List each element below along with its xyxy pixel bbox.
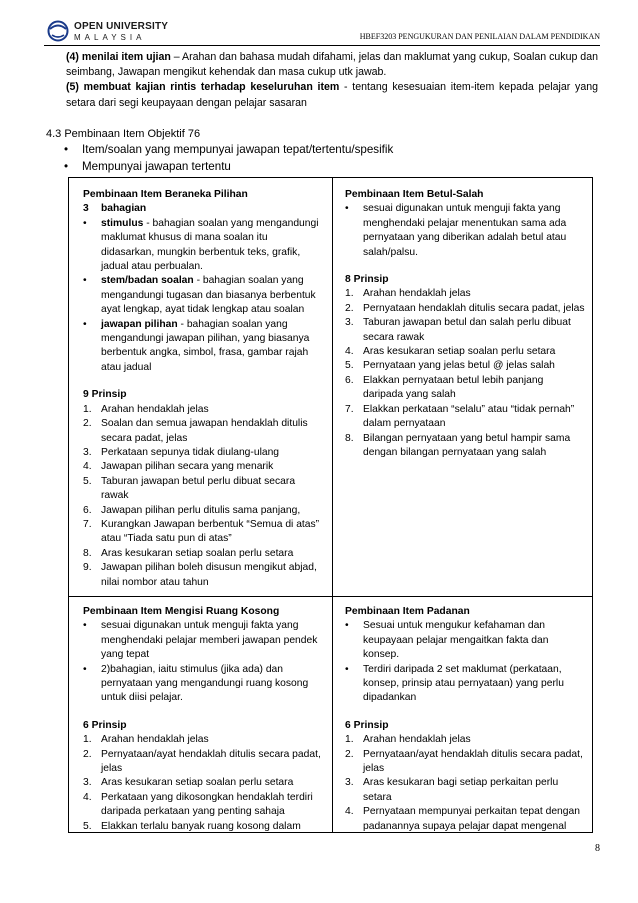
- cell-heading: Pembinaan Item Padanan: [345, 606, 470, 617]
- prinsip-item: [83, 504, 323, 518]
- logo-line2: MALAYSIA: [74, 33, 146, 42]
- prinsip-list: [83, 733, 323, 834]
- prinsip-text: Arahan hendaklah jelas: [363, 734, 471, 746]
- bullet-icon: •: [64, 160, 69, 173]
- count-label: bahagian: [101, 203, 147, 215]
- item-number: 2.: [345, 748, 354, 760]
- prinsip-title: 8 Prinsip: [345, 274, 389, 286]
- item-number: 4.: [83, 791, 92, 803]
- bullet-text: Terdiri daripada 2 set maklumat (perkataan, konsep, prinsip atau pernyataan) yang perlu dipadankan: [363, 663, 564, 704]
- cell-heading: Pembinaan Item Betul-Salah: [345, 189, 484, 200]
- part-item: [83, 274, 323, 317]
- prinsip-text: Elakkan perkataan “selalu” atau “tidak pernah” dalam pernyataan: [363, 403, 575, 430]
- prinsip-text: Pernyataan/ayat hendaklah ditulis secara padat, jelas: [363, 748, 583, 775]
- prinsip-text: Aras kesukaran bagi setiap perkaitan perlu setara: [363, 777, 559, 803]
- intro-p1-text: – Arahan dan bahasa mudah difahami, jelas dan maklumat yang cukup, Soalan cukup dan seimbang, Jawapan mengikut kehendak dan masa cukup utk jawab.: [66, 51, 598, 79]
- bullet-icon: •: [83, 318, 87, 330]
- bullet-icon: •: [345, 620, 349, 632]
- prinsip-list: [83, 403, 323, 590]
- running-title: HBEF3203 PENGUKURAN DAN PENILAIAN DALAM PENDIDIKAN: [359, 32, 600, 41]
- prinsip-title: 6 Prinsip: [345, 719, 389, 731]
- prinsip-text: Elakkan pernyataan betul lebih panjang daripada yang salah: [363, 374, 544, 401]
- item-number: 1.: [83, 734, 92, 746]
- part-term: stimulus: [101, 217, 144, 229]
- item-number: 3.: [345, 777, 354, 789]
- prinsip-item: [83, 475, 323, 504]
- prinsip-text: Arahan hendaklah jelas: [101, 403, 209, 415]
- intro-block: [66, 50, 598, 111]
- prinsip-item: [83, 417, 323, 446]
- cell-heading: Pembinaan Item Mengisi Ruang Kosong: [83, 606, 280, 617]
- part-item: [83, 217, 323, 275]
- bullet-item: [83, 619, 323, 662]
- prinsip-list: [345, 733, 585, 834]
- item-number: 5.: [345, 360, 354, 372]
- count-line: [83, 202, 323, 216]
- cell-heading: Pembinaan Item Beraneka Pilihan: [83, 189, 248, 200]
- item-number: 1.: [83, 403, 92, 415]
- prinsip-title: 9 Prinsip: [83, 389, 127, 401]
- prinsip-text: Pernyataan/ayat hendaklah ditulis secara padat, jelas: [101, 748, 321, 775]
- item-number: 5.: [83, 475, 92, 487]
- bullet-text: Sesuai untuk mengukur kefahaman dan keupayaan pelajar mengaitkan fakta dan konsep.: [363, 620, 549, 661]
- prinsip-item: [83, 561, 323, 590]
- count-number: 3: [83, 203, 89, 215]
- item-number: 3.: [345, 317, 354, 329]
- cell-beraneka-pilihan: [83, 188, 323, 590]
- logo-emblem-icon: [46, 20, 70, 42]
- prinsip-text: Kurangkan Jawapan berbentuk “Semua di atas” atau “Tiada satu pun di atas”: [101, 518, 320, 545]
- prinsip-item: [345, 805, 585, 834]
- item-number: 4.: [345, 806, 354, 818]
- item-number: 2.: [345, 302, 354, 314]
- item-number: 4.: [345, 346, 354, 358]
- prinsip-text: Jawapan pilihan secara yang menarik: [101, 461, 274, 473]
- part-desc: - bahagian soalan yang mengandungi jawapan pilihan, yang biasanya berbentuk angka, simbol, frasa, gambar rajah atau jadual: [101, 318, 310, 373]
- intro-p1-bold: (4) menilai item ujian: [66, 51, 171, 63]
- item-number: 7.: [83, 518, 92, 530]
- bullet-text: Item/soalan yang mempunyai jawapan tepat/tertentu/spesifik: [82, 143, 394, 156]
- bullet-icon: •: [83, 217, 87, 229]
- item-number: 6.: [345, 374, 354, 386]
- bullet-list: [83, 619, 323, 705]
- section-title: 4.3 Pembinaan Item Objektif 76: [46, 128, 201, 140]
- prinsip-item: [345, 733, 585, 747]
- bullet-text: 2)bahagian, iaitu stimulus (jika ada) dan pernyataan yang mengandungi ruang kosong untuk diisi pelajar.: [101, 663, 309, 704]
- prinsip-item: [83, 518, 323, 547]
- part-term: stem/badan soalan: [101, 275, 194, 287]
- prinsip-item: [345, 748, 585, 777]
- section-bullet: [64, 160, 231, 173]
- prinsip-text: Bilangan pernyataan yang betul hampir sama dengan bilangan pernyataan yang salah: [363, 432, 571, 458]
- part-term: jawapan pilihan: [101, 318, 178, 330]
- item-number: 8.: [345, 432, 354, 444]
- prinsip-item: [83, 733, 323, 747]
- bullet-list: [345, 619, 585, 705]
- cell-ruang-kosong: [83, 605, 323, 834]
- prinsip-text: Perkataan yang dikosongkan hendaklah terdiri daripada perkataan yang penting sahaja: [101, 791, 313, 818]
- item-number: 2.: [83, 418, 92, 430]
- prinsip-item: [345, 776, 585, 805]
- prinsip-text: Aras kesukaran setiap soalan perlu setara: [363, 346, 556, 358]
- prinsip-item: [83, 460, 323, 474]
- prinsip-text: Elakkan terlalu banyak ruang kosong dalam: [101, 820, 301, 832]
- intro-p2-bold: (5) membuat kajian rintis terhadap keseluruhan item: [66, 81, 340, 94]
- bullet-item: [83, 663, 323, 706]
- prinsip-item: [345, 316, 585, 345]
- prinsip-item: [83, 403, 323, 417]
- part-desc: - bahagian soalan yang mengandungi maklumat khusus di mana soalan itu didasarkan, mungkin berbentuk teks, grafik, jadual atau perbualan.: [101, 217, 319, 273]
- bullet-item: [345, 663, 585, 706]
- item-number: 7.: [345, 403, 354, 415]
- bullet-item: [345, 202, 585, 260]
- bullet-icon: •: [345, 203, 349, 215]
- prinsip-text: Jawapan pilihan boleh disusun mengikut abjad, nilai nombor atau tahun: [101, 562, 317, 588]
- header-divider: [44, 45, 600, 46]
- cell-padanan: [345, 605, 585, 834]
- cell-betul-salah: [345, 188, 585, 460]
- prinsip-text: Arahan hendaklah jelas: [363, 288, 471, 300]
- bullet-icon: •: [83, 275, 87, 287]
- item-number: 9.: [83, 562, 92, 574]
- prinsip-text: Soalan dan semua jawapan hendaklah ditulis secara padat, jelas: [101, 418, 308, 444]
- item-number: 5.: [83, 820, 92, 832]
- bullet-item: [345, 619, 585, 662]
- item-types-table: [68, 177, 593, 833]
- prinsip-text: Aras kesukaran setiap soalan perlu setara: [101, 777, 294, 789]
- item-number: 1.: [345, 734, 354, 746]
- table-horizontal-divider: [69, 596, 592, 597]
- prinsip-item: [345, 345, 585, 359]
- part-item: [83, 318, 323, 376]
- prinsip-item: [345, 287, 585, 301]
- prinsip-item: [345, 403, 585, 432]
- prinsip-text: Taburan jawapan betul dan salah perlu dibuat secara rawak: [363, 317, 571, 343]
- prinsip-item: [345, 432, 585, 461]
- prinsip-item: [83, 776, 323, 790]
- logo-line1: OPEN UNIVERSITY: [74, 21, 169, 32]
- prinsip-item: [345, 302, 585, 316]
- item-number: 4.: [83, 461, 92, 473]
- prinsip-item: [345, 374, 585, 403]
- prinsip-text: Perkataan sepunya tidak diulang-ulang: [101, 446, 280, 458]
- item-number: 6.: [83, 504, 92, 516]
- page-number: 8: [595, 843, 600, 854]
- prinsip-text: Pernyataan mempunyai perkaitan tepat dengan padanannya supaya pelajar dapat mengenal: [363, 806, 580, 832]
- intro-p2-text: - tentang kesesuaian item-item kepada pelajar yang setara dari segi keupayaan dengan pelajar sasaran: [66, 81, 598, 109]
- bullet-text: sesuai digunakan untuk menguji fakta yang menghendaki pelajar memberi jawapan pendek yang tepat: [101, 620, 318, 661]
- bullet-list: [345, 202, 585, 260]
- prinsip-item: [83, 820, 323, 834]
- prinsip-text: Jawapan pilihan perlu ditulis sama panjang,: [101, 504, 301, 516]
- prinsip-item: [83, 791, 323, 820]
- bullet-icon: •: [345, 663, 349, 675]
- prinsip-item: [83, 446, 323, 460]
- item-number: 3.: [83, 446, 92, 458]
- bullet-text: Mempunyai jawapan tertentu: [82, 160, 231, 173]
- prinsip-title: 6 Prinsip: [83, 719, 127, 731]
- prinsip-text: Pernyataan yang jelas betul @ jelas salah: [363, 360, 555, 372]
- item-number: 2.: [83, 748, 92, 760]
- university-logo: [46, 18, 186, 46]
- prinsip-list: [345, 287, 585, 460]
- bullet-text: sesuai digunakan untuk menguji fakta yang menghendaki pelajar menentukan sama ada pernyataan yang diberikan adalah betul atau salah/palsu.: [363, 203, 567, 258]
- prinsip-text: Arahan hendaklah jelas: [101, 734, 209, 746]
- prinsip-text: Taburan jawapan betul perlu dibuat secara rawak: [101, 475, 296, 502]
- section-bullet: [64, 143, 393, 156]
- intro-paragraph-2: [66, 80, 598, 110]
- item-number: 8.: [83, 547, 92, 559]
- prinsip-text: Aras kesukaran setiap soalan perlu setara: [101, 547, 294, 559]
- prinsip-text: Pernyataan hendaklah ditulis secara padat, jelas: [363, 302, 585, 314]
- prinsip-item: [83, 748, 323, 777]
- bullet-icon: •: [83, 663, 87, 675]
- part-desc: - bahagian soalan yang mengandungi tugasan dan biasanya berbentuk ayat lengkap, ayat tidak lengkap atau soalan: [101, 275, 316, 316]
- table-vertical-divider: [332, 178, 333, 832]
- item-number: 1.: [345, 288, 354, 300]
- item-number: 3.: [83, 777, 92, 789]
- bullet-icon: •: [83, 620, 87, 632]
- intro-paragraph-1: [66, 50, 598, 80]
- prinsip-item: [83, 547, 323, 561]
- bullet-icon: •: [64, 143, 69, 156]
- prinsip-item: [345, 359, 585, 373]
